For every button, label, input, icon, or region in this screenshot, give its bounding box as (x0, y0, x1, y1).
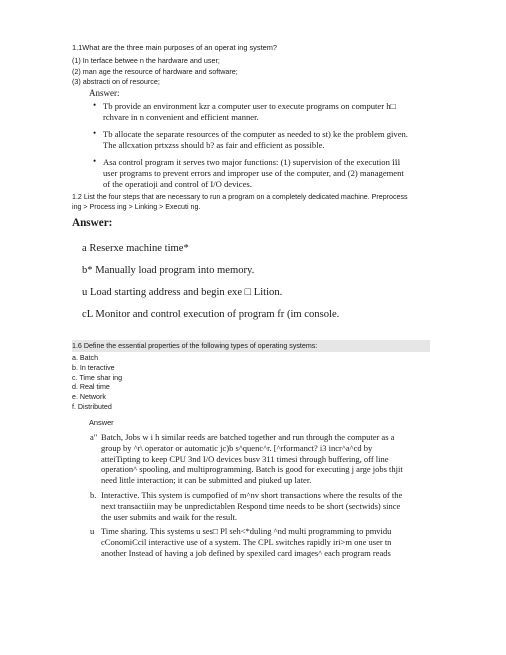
option-interactive: b. In teractive (72, 363, 115, 372)
answer-1-label: Answer: (89, 88, 120, 98)
answer-1-bullets (93, 101, 433, 196)
question-1-6: 1.6 Define the essential properties of the following types of operating systems: (72, 342, 318, 350)
step-item: a Reserxe machine time* (82, 243, 189, 254)
option-time-sharing: c. Time shar ing (72, 373, 123, 382)
definition-time-sharing: u Time sharing. This systems u ses□ Pl seh<*duling ^nd multi programming to pmvidu cConomiCcil interactive use of a system. The CPL switches rapidly iri>m one user tn another Instead of having a job defined by spexiled card images^ each program reads (90, 526, 392, 558)
answer-3-definitions (90, 432, 430, 563)
answer-2-label: Answer: (72, 217, 113, 229)
definition-interactive: b. Interactive. This system is cumpofied of m^nv short transactions where the results of the next transactiiin may be unpredictablen Respond time needs to be short (sectwids) since the user submits and waik for the result. (90, 489, 403, 522)
option-1: (1) In terface betwee n the hardware and user; (72, 56, 220, 65)
step-item: cL Monitor and control execution of program fr (im console. (82, 309, 340, 320)
bullet-item: • Tb provide an environment kzr a computer user to execute programs on computer h□ rchvare in n convenient and efficient manner. (93, 101, 433, 123)
bullet-item: • Asa control program it serves two major functions: (1) supervision of the execution ⅲ user programs to prevent errors and improper use of the computer, and (2) management of the operatioji and control of I/O devices. (93, 157, 433, 190)
step-item: u Load starting address and begin exe □ Lition. (82, 287, 283, 298)
step-item: b* Manually load program into memory. (82, 265, 255, 276)
option-distributed: f. Distributed (72, 402, 112, 411)
bullet-item: • Tb allocate the separate resources of the computer as needed to st) ke the problem given. The allcxation prtxzss should b? as fair and efficient as possible. (93, 129, 433, 151)
question-1-1-options (72, 56, 238, 88)
option-real-time: d. Real time (72, 383, 110, 392)
definition-batch: a" Batch, Jobs w i h similar reeds are batched together and run through the computer as a group by ^r\ operator or automatic jc)b s^quenc^r. [^rformanct? i3 incr^a^cd by atteiTipting to keep CPU 3nd I/O devices busv 311 timesi through buffering, off line operation^ spooling, and multiprogramming. Batch is good for executing j arge jobs thjit need little interaction; it can be submitted and piuked up later. (90, 432, 403, 486)
option-2: (2) man age the resource of hardware and software; (72, 66, 238, 76)
question-1-1: 1.1What are the three main purposes of an operat ing system? (72, 43, 277, 52)
option-network: e. Network (72, 393, 106, 402)
answer-3-label: Answer (89, 418, 114, 427)
question-1-6-options (72, 354, 122, 413)
option-batch: a. Batch (72, 354, 99, 362)
question-1-2: 1.2 List the four steps that are necessary to run a program on a completely dedicated machine. Preprocess ing > Process ing > Linking > Executi ng. (72, 193, 408, 211)
option-3: (3) abstracti on of resource; (72, 77, 160, 86)
answer-2-steps (82, 238, 339, 326)
